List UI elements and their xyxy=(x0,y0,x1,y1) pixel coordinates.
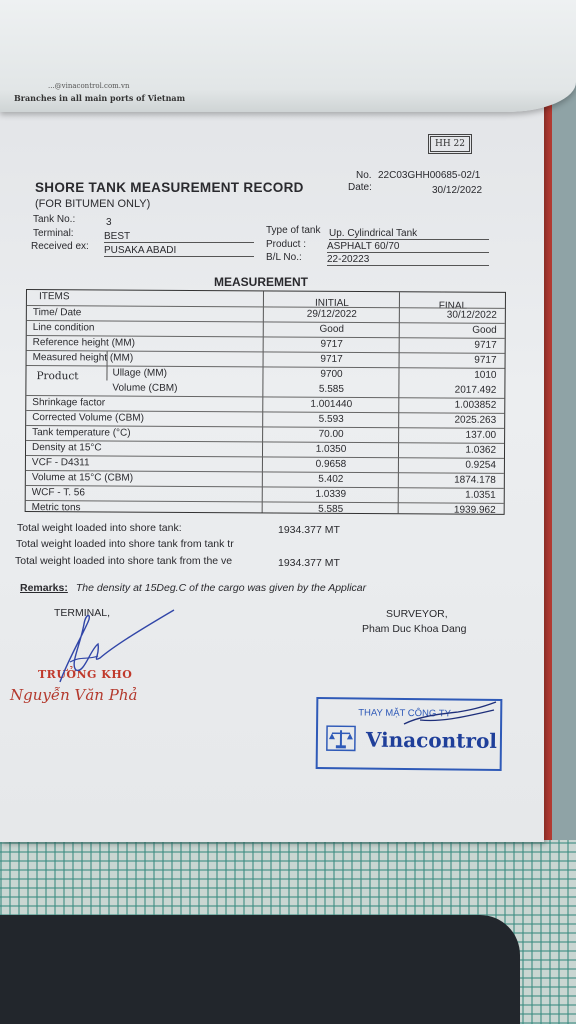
column-header-final: FINAL xyxy=(438,300,468,312)
row-initial-value: 5.585 xyxy=(318,503,344,515)
surveyor-signature xyxy=(400,698,500,738)
row-final-value: 0.9254 xyxy=(465,459,496,471)
bl-no-label: B/L No.: xyxy=(266,252,302,263)
row-final-value: 1.003852 xyxy=(454,399,497,411)
measurement-heading: MEASUREMENT xyxy=(214,275,309,289)
received-value: PUSAKA ABADI xyxy=(104,245,254,257)
measurement-table xyxy=(25,289,506,515)
row-initial-value: 5.402 xyxy=(318,473,344,485)
product-label: Product : xyxy=(266,239,307,250)
product-value: ASPHALT 60/70 xyxy=(327,241,489,253)
row-final-value: 2025.263 xyxy=(454,414,497,426)
terminal-seal-title: TRƯỞNG KHO xyxy=(38,668,133,681)
remarks-text: The density at 15Deg.C of the cargo was given by the Applicar xyxy=(75,582,367,594)
row-initial-value: 9717 xyxy=(320,353,343,365)
surveyor-name: Pham Duc Khoa Dang xyxy=(362,623,467,635)
stamp-top-text: THAY MẶT CÔNG TY xyxy=(358,707,452,720)
row-initial-value: 9700 xyxy=(320,368,343,380)
total-label-1: Total weight loaded into shore tank: xyxy=(17,522,182,534)
total-label-2: Total weight loaded into shore tank from tank tr xyxy=(16,538,234,550)
row-label: Volume at 15°C (CBM) xyxy=(31,472,134,484)
row-final-value: 1.0351 xyxy=(465,489,496,501)
bl-no-value: 22-20223 xyxy=(327,254,489,266)
terminal-signature xyxy=(40,600,180,690)
row-final-value: 137.00 xyxy=(465,429,497,441)
previous-page-strip xyxy=(0,0,576,112)
product-group-label: Product xyxy=(36,370,79,383)
background-fabric xyxy=(0,915,520,1024)
row-final-value: 1874.178 xyxy=(454,474,496,486)
row-label: Reference height (MM) xyxy=(32,337,135,349)
row-label: Corrected Volume (CBM) xyxy=(32,412,144,424)
row-label: Density at 15°C xyxy=(31,442,102,454)
row-final-value: 2017.492 xyxy=(454,384,497,396)
row-initial-value: 5.593 xyxy=(318,413,344,425)
row-initial-value: 1.0339 xyxy=(315,488,347,500)
row-label: Metric tons xyxy=(31,502,81,514)
row-final-value: 1010 xyxy=(474,369,497,381)
total-value-1: 1934.377 MT xyxy=(278,524,340,536)
column-header-initial: INITIAL xyxy=(314,297,349,309)
row-initial-value: 1.0350 xyxy=(315,443,347,455)
row-label: VCF - D4311 xyxy=(31,457,90,469)
tank-no-value: 3 xyxy=(106,217,112,228)
row-final-value: 1.0362 xyxy=(465,444,497,456)
terminal-value: BEST xyxy=(104,231,254,243)
terminal-label: Terminal: xyxy=(33,228,74,239)
form-code-box: HH 22 xyxy=(430,136,470,152)
record-no-value: 22C03GHH00685-02/1 xyxy=(378,170,481,181)
total-label-3: Total weight loaded into shore tank from the ve xyxy=(15,555,233,567)
tank-type-value: Up. Cylindrical Tank xyxy=(329,228,489,240)
row-label: Line condition xyxy=(32,322,95,334)
row-label: Volume (CBM) xyxy=(112,382,178,394)
row-label: Measured height (MM) xyxy=(32,352,134,364)
record-date-label: Date: xyxy=(348,182,372,193)
received-label: Received ex: xyxy=(31,241,89,252)
row-final-value: 1939.962 xyxy=(453,504,496,516)
document-subtitle: (FOR BITUMEN ONLY) xyxy=(35,198,151,210)
row-final-value: Good xyxy=(472,324,497,336)
row-initial-value: 70.00 xyxy=(318,428,344,440)
remarks-label: Remarks: xyxy=(20,582,68,594)
row-initial-value: 1.001440 xyxy=(310,398,353,410)
scales-icon xyxy=(326,725,356,751)
row-label: Tank temperature (°C) xyxy=(32,427,131,439)
row-initial-value: 5.585 xyxy=(318,383,344,395)
table-row xyxy=(26,500,504,518)
row-initial-value: 29/12/2022 xyxy=(306,308,357,321)
tank-no-label: Tank No.: xyxy=(33,214,76,225)
row-final-value: 9717 xyxy=(474,354,497,366)
stamp-company-name: Vinacontrol xyxy=(365,727,498,753)
terminal-seal-name: Nguyễn Văn Phả xyxy=(10,686,138,704)
branches-line: Branches in all main ports of Vietnam xyxy=(14,93,186,103)
row-initial-value: Good xyxy=(319,323,345,335)
row-final-value: 9717 xyxy=(474,339,497,351)
row-initial-value: 9717 xyxy=(320,338,343,350)
email-line: ...@vinacontrol.com.vn xyxy=(48,82,130,90)
row-initial-value: 0.9658 xyxy=(315,458,347,470)
record-date-value: 30/12/2022 xyxy=(432,185,483,196)
record-no-label: No. xyxy=(356,170,372,181)
remarks xyxy=(20,582,366,594)
row-label: WCF - T. 56 xyxy=(31,487,85,499)
surveyor-signature-label: SURVEYOR, xyxy=(386,608,448,620)
row-label: Ullage (MM) xyxy=(112,367,167,379)
document-title: SHORE TANK MEASUREMENT RECORD xyxy=(35,180,304,195)
row-final-value: 30/12/2022 xyxy=(446,309,497,321)
row-label: Time/ Date xyxy=(32,307,82,319)
column-header-items: ITEMS xyxy=(38,291,70,303)
tank-type-label: Type of tank xyxy=(266,225,321,236)
terminal-signature-label: TERMINAL, xyxy=(54,607,111,619)
total-value-3: 1934.377 MT xyxy=(278,557,340,569)
row-label: Shrinkage factor xyxy=(32,397,106,409)
